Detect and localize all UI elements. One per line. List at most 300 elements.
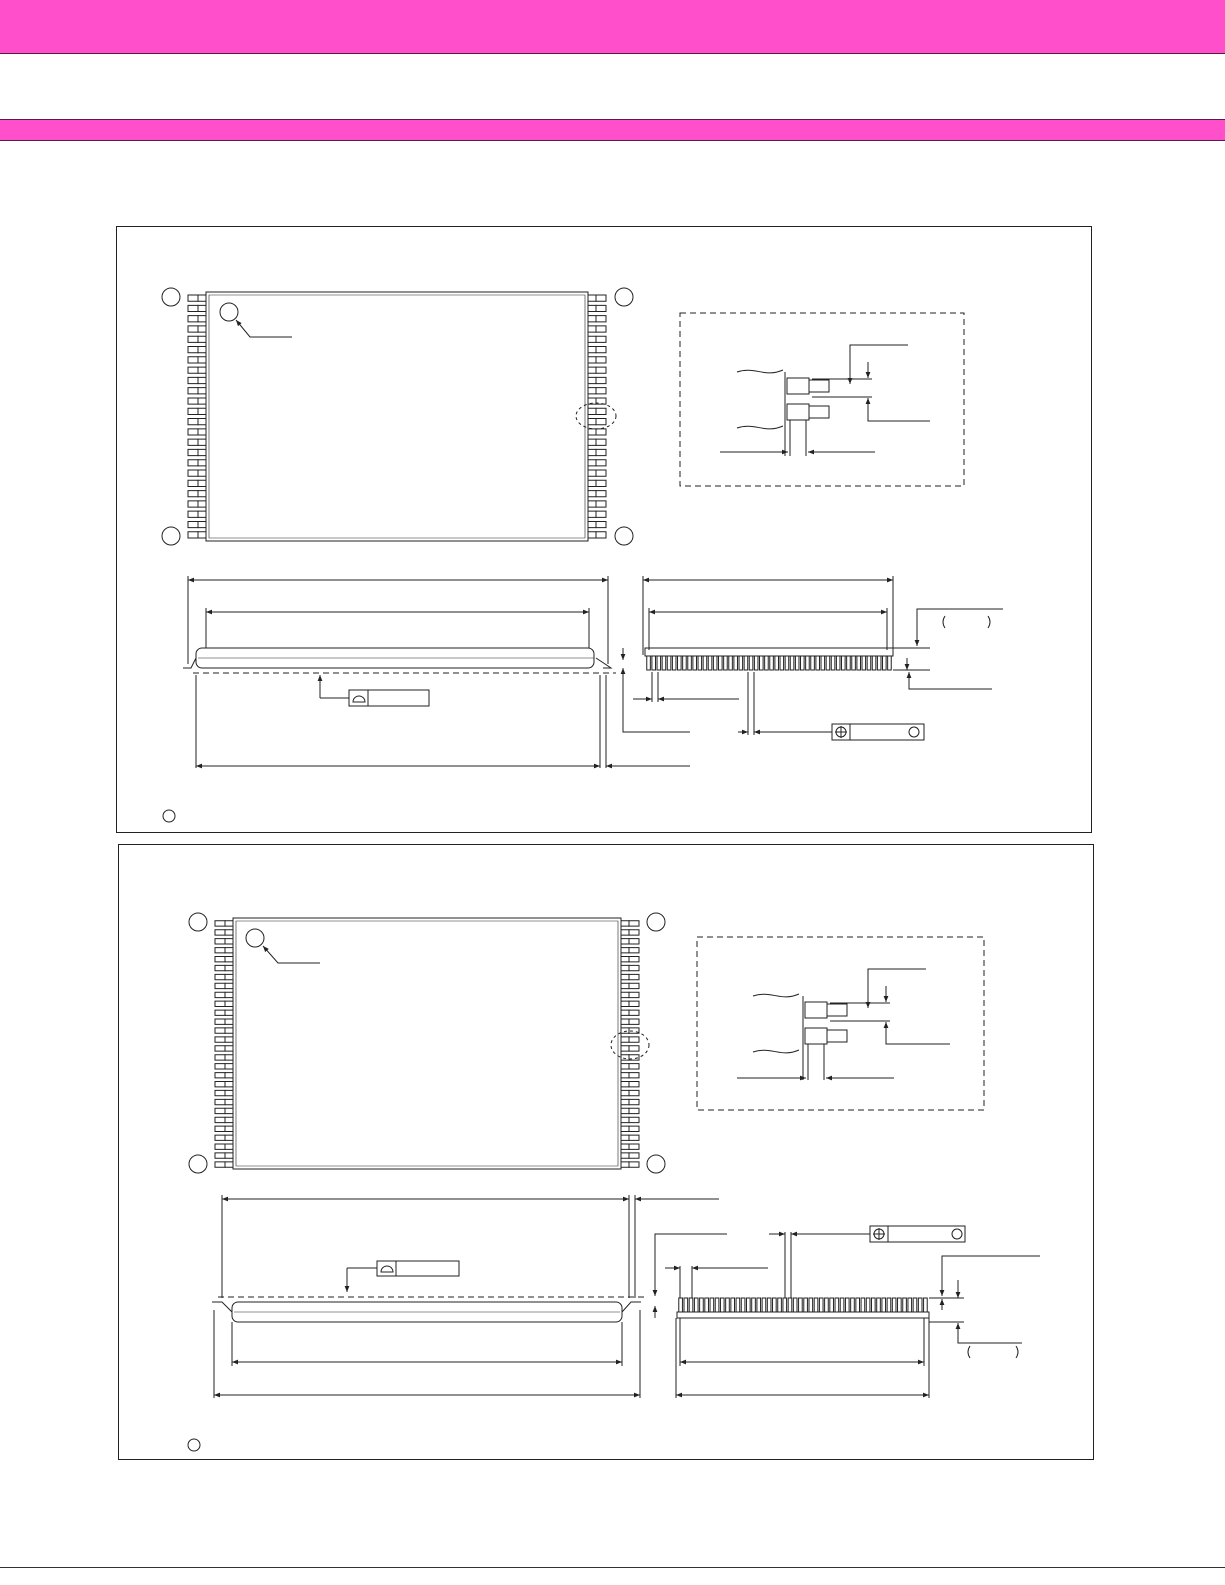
end-view-body-1 <box>645 648 893 656</box>
pin <box>596 429 606 435</box>
pin-shoulder <box>621 992 629 997</box>
pin <box>629 1162 639 1167</box>
pin <box>215 1046 225 1051</box>
flatness-frame-1 <box>349 690 429 706</box>
pin <box>215 1090 225 1095</box>
pin <box>188 501 198 507</box>
pin-shoulder <box>588 305 596 311</box>
drawing-2 <box>188 913 1040 1451</box>
pin <box>596 491 606 497</box>
pin-shoulder <box>621 1108 629 1113</box>
lead <box>852 656 856 670</box>
pin <box>629 1099 639 1104</box>
pin-shoulder <box>225 1055 233 1060</box>
pin <box>215 1108 225 1113</box>
lead <box>857 656 861 670</box>
pin <box>188 305 198 311</box>
pin <box>215 1117 225 1122</box>
pin <box>629 1073 639 1078</box>
pin-shoulder <box>225 1144 233 1149</box>
lead <box>814 1298 818 1312</box>
lead <box>652 656 656 670</box>
lead <box>845 1298 849 1312</box>
pin <box>596 470 606 476</box>
pin-shoulder <box>621 1064 629 1069</box>
pin <box>215 1073 225 1078</box>
pin <box>629 1153 639 1158</box>
pin <box>629 939 639 944</box>
lead <box>765 656 769 670</box>
corner-index-circle <box>189 1155 207 1173</box>
pin-shoulder <box>198 449 206 455</box>
lead <box>847 656 851 670</box>
lead <box>831 656 835 670</box>
lead <box>672 656 676 670</box>
flatness-symbol <box>381 1266 393 1272</box>
lead <box>908 1298 912 1312</box>
pin-shoulder <box>225 1082 233 1087</box>
lead-detail-box-2 <box>697 937 984 1110</box>
lead <box>804 1298 808 1312</box>
pin-shoulder <box>588 532 596 538</box>
pin-shoulder <box>225 921 233 926</box>
pin-shoulder <box>621 974 629 979</box>
lead <box>647 656 651 670</box>
pin-shoulder <box>621 1099 629 1104</box>
corner-index-circle <box>162 288 180 306</box>
lead <box>744 656 748 670</box>
lead <box>678 656 682 670</box>
lead <box>752 1298 756 1312</box>
lead <box>872 656 876 670</box>
lead <box>842 656 846 670</box>
flatness-symbol <box>353 696 365 702</box>
pin <box>596 377 606 383</box>
pin <box>596 511 606 517</box>
pin-shoulder <box>588 480 596 486</box>
lead <box>790 656 794 670</box>
lead <box>809 1298 813 1312</box>
pin-shoulder <box>588 501 596 507</box>
pin-shoulder <box>621 1073 629 1078</box>
pin-shoulder <box>588 511 596 517</box>
pin <box>629 1064 639 1069</box>
pin <box>629 957 639 962</box>
pin-shoulder <box>588 460 596 466</box>
pin-shoulder <box>225 1019 233 1024</box>
pin <box>215 948 225 953</box>
lead <box>840 1298 844 1312</box>
pin <box>188 449 198 455</box>
lead <box>882 1298 886 1312</box>
pin <box>596 357 606 363</box>
pin <box>629 1082 639 1087</box>
lead <box>826 656 830 670</box>
lead <box>657 656 661 670</box>
lead <box>736 1298 740 1312</box>
lead <box>783 1298 787 1312</box>
pin <box>629 1090 639 1095</box>
pin-shoulder <box>198 388 206 394</box>
pin <box>629 930 639 935</box>
pin <box>629 1019 639 1024</box>
lead <box>866 1298 870 1312</box>
pin-shoulder <box>621 1001 629 1006</box>
pin <box>188 398 198 404</box>
package-body-top-view-2 <box>233 918 621 1169</box>
pin-shoulder <box>225 965 233 970</box>
pin-shoulder <box>588 429 596 435</box>
pin-shoulder <box>225 1010 233 1015</box>
lead <box>861 1298 865 1312</box>
lead <box>770 656 774 670</box>
pin <box>596 326 606 332</box>
pin-shoulder <box>621 1055 629 1060</box>
drawing-1 <box>162 288 1003 822</box>
lead <box>816 656 820 670</box>
footer-rule <box>0 1567 1225 1568</box>
lead <box>775 656 779 670</box>
pin-shoulder <box>588 377 596 383</box>
pin-shoulder <box>588 491 596 497</box>
pin <box>215 1144 225 1149</box>
pin <box>629 1010 639 1015</box>
pin-shoulder <box>225 948 233 953</box>
pin <box>629 965 639 970</box>
pin <box>596 501 606 507</box>
pin-shoulder <box>621 921 629 926</box>
pin <box>596 532 606 538</box>
pin <box>629 1144 639 1149</box>
pin <box>215 983 225 988</box>
pin <box>215 930 225 935</box>
pin <box>215 1064 225 1069</box>
right-pin-row-1 <box>588 295 606 538</box>
pin-shoulder <box>198 347 206 353</box>
lead <box>705 1298 709 1312</box>
lead <box>819 1298 823 1312</box>
pin <box>188 388 198 394</box>
lead <box>713 656 717 670</box>
pin-shoulder <box>225 1037 233 1042</box>
lead <box>700 1298 704 1312</box>
pin <box>596 336 606 342</box>
lead <box>684 1298 688 1312</box>
pin-shoulder <box>198 480 206 486</box>
lead <box>703 656 707 670</box>
pin <box>629 1126 639 1131</box>
pin-shoulder <box>588 357 596 363</box>
pin-shoulder <box>621 930 629 935</box>
pin-1-index-mark <box>220 303 238 321</box>
end-view-leads-2 <box>679 1298 927 1312</box>
lead <box>924 1298 928 1312</box>
corner-index-circle <box>647 913 665 931</box>
flatness-frame-2 <box>377 1261 459 1276</box>
pin <box>215 1153 225 1158</box>
pin <box>215 1037 225 1042</box>
lead <box>698 656 702 670</box>
pin-shoulder <box>225 1117 233 1122</box>
lead <box>739 656 743 670</box>
lead <box>892 1298 896 1312</box>
pin-shoulder <box>588 470 596 476</box>
pin-shoulder <box>588 295 596 301</box>
pin-shoulder <box>621 1010 629 1015</box>
pin <box>629 974 639 979</box>
pin-shoulder <box>621 1028 629 1033</box>
lead <box>795 656 799 670</box>
pin-shoulder <box>198 367 206 373</box>
pin <box>596 347 606 353</box>
pin-shoulder <box>621 1135 629 1140</box>
pin <box>629 948 639 953</box>
corner-index-circle <box>615 288 633 306</box>
lead <box>719 656 723 670</box>
pin <box>188 439 198 445</box>
lead <box>877 656 881 670</box>
pin-shoulder <box>198 326 206 332</box>
pin <box>215 1162 225 1167</box>
lead <box>741 1298 745 1312</box>
pin <box>629 1046 639 1051</box>
lead <box>710 1298 714 1312</box>
left-pin-row-2 <box>215 921 233 1167</box>
pin <box>188 295 198 301</box>
lead <box>757 1298 761 1312</box>
pin <box>188 470 198 476</box>
pin <box>629 983 639 988</box>
pin <box>188 377 198 383</box>
pin <box>188 408 198 414</box>
pin-shoulder <box>225 1090 233 1095</box>
lead <box>799 1298 803 1312</box>
lead <box>708 656 712 670</box>
pin <box>188 326 198 332</box>
pin <box>596 367 606 373</box>
pin-shoulder <box>588 521 596 527</box>
pin <box>215 1001 225 1006</box>
left-pin-row-1 <box>188 295 206 538</box>
pin-1-index-mark <box>246 929 264 947</box>
lead <box>877 1298 881 1312</box>
pin-shoulder <box>588 439 596 445</box>
pin-shoulder <box>198 532 206 538</box>
pin <box>215 1082 225 1087</box>
end-view-leads-1 <box>647 656 891 670</box>
pin <box>596 480 606 486</box>
pin-shoulder <box>225 1126 233 1131</box>
pin-shoulder <box>198 439 206 445</box>
lead <box>785 656 789 670</box>
note-circle <box>163 810 175 822</box>
pin-shoulder <box>198 470 206 476</box>
pin <box>596 388 606 394</box>
pin-shoulder <box>621 1126 629 1131</box>
pin <box>215 974 225 979</box>
lead <box>760 656 764 670</box>
pin-shoulder <box>621 957 629 962</box>
pin <box>215 1010 225 1015</box>
pin <box>629 1117 639 1122</box>
pin <box>215 939 225 944</box>
lead <box>862 656 866 670</box>
pin <box>215 1135 225 1140</box>
lead <box>689 1298 693 1312</box>
pin <box>596 460 606 466</box>
lead <box>694 1298 698 1312</box>
lead <box>683 656 687 670</box>
pin <box>596 521 606 527</box>
pin <box>629 1001 639 1006</box>
lead <box>720 1298 724 1312</box>
pin <box>188 429 198 435</box>
pin <box>629 1037 639 1042</box>
pin-shoulder <box>198 295 206 301</box>
lead <box>662 656 666 670</box>
lead <box>883 656 887 670</box>
pin-shoulder <box>588 336 596 342</box>
lead <box>688 656 692 670</box>
pin <box>188 419 198 425</box>
pin <box>596 316 606 322</box>
pin-shoulder <box>588 419 596 425</box>
lead <box>749 656 753 670</box>
lead <box>806 656 810 670</box>
pin <box>188 357 198 363</box>
pin-shoulder <box>198 521 206 527</box>
pin <box>596 305 606 311</box>
pin <box>188 511 198 517</box>
lead <box>887 1298 891 1312</box>
note-circle <box>188 1439 200 1451</box>
lead <box>856 1298 860 1312</box>
pin-shoulder <box>225 1153 233 1158</box>
pin <box>215 1019 225 1024</box>
lead <box>793 1298 797 1312</box>
lead <box>913 1298 917 1312</box>
lead <box>811 656 815 670</box>
pin <box>596 439 606 445</box>
right-pin-row-2 <box>621 921 639 1167</box>
pin <box>596 408 606 414</box>
pin-shoulder <box>198 419 206 425</box>
lead <box>767 1298 771 1312</box>
lead <box>898 1298 902 1312</box>
lead <box>836 656 840 670</box>
pin-shoulder <box>225 1099 233 1104</box>
lead <box>762 1298 766 1312</box>
pin-shoulder <box>621 1090 629 1095</box>
pin-shoulder <box>621 939 629 944</box>
pin <box>188 480 198 486</box>
lead <box>754 656 758 670</box>
pin-shoulder <box>225 1028 233 1033</box>
pin-shoulder <box>198 377 206 383</box>
pin <box>188 347 198 353</box>
lead <box>830 1298 834 1312</box>
pin-shoulder <box>198 336 206 342</box>
pin-shoulder <box>588 347 596 353</box>
pin-shoulder <box>198 398 206 404</box>
pin <box>596 449 606 455</box>
pin-shoulder <box>225 1108 233 1113</box>
lead <box>903 1298 907 1312</box>
lead <box>778 1298 782 1312</box>
lead <box>835 1298 839 1312</box>
pin <box>188 336 198 342</box>
pin-shoulder <box>198 511 206 517</box>
lead <box>867 656 871 670</box>
pin-shoulder <box>621 948 629 953</box>
lead <box>851 1298 855 1312</box>
pin <box>596 419 606 425</box>
package-body-top-view-1 <box>206 292 588 541</box>
pin <box>215 921 225 926</box>
pin <box>629 1108 639 1113</box>
pin <box>629 921 639 926</box>
pin <box>215 1028 225 1033</box>
lead <box>888 656 892 670</box>
pin <box>188 491 198 497</box>
pin <box>188 316 198 322</box>
pin <box>596 295 606 301</box>
corner-index-circle <box>162 527 180 545</box>
lead <box>918 1298 922 1312</box>
lead <box>746 1298 750 1312</box>
pin <box>215 992 225 997</box>
lead <box>871 1298 875 1312</box>
pin <box>629 1135 639 1140</box>
pin-shoulder <box>588 367 596 373</box>
pin-shoulder <box>225 992 233 997</box>
pin-shoulder <box>225 1162 233 1167</box>
pin-shoulder <box>198 460 206 466</box>
lead <box>724 656 728 670</box>
lead <box>825 1298 829 1312</box>
lead <box>679 1298 683 1312</box>
pin-shoulder <box>198 501 206 507</box>
pin <box>215 1099 225 1104</box>
corner-index-circle <box>189 913 207 931</box>
lead <box>729 656 733 670</box>
pin-shoulder <box>588 326 596 332</box>
lead <box>693 656 697 670</box>
pin-shoulder <box>198 408 206 414</box>
pin-shoulder <box>621 983 629 988</box>
pin-shoulder <box>198 316 206 322</box>
corner-index-circle <box>615 527 633 545</box>
lead-detail-box-1 <box>680 313 964 486</box>
pin <box>188 532 198 538</box>
lead <box>788 1298 792 1312</box>
pin <box>215 965 225 970</box>
lead <box>734 656 738 670</box>
pin <box>188 367 198 373</box>
lead <box>773 1298 777 1312</box>
pin-shoulder <box>225 957 233 962</box>
lead <box>780 656 784 670</box>
pin <box>188 521 198 527</box>
pin-shoulder <box>621 1046 629 1051</box>
pin-shoulder <box>621 1082 629 1087</box>
lead <box>801 656 805 670</box>
pin-shoulder <box>225 983 233 988</box>
pin <box>215 1055 225 1060</box>
pin-shoulder <box>621 1153 629 1158</box>
pin-shoulder <box>225 930 233 935</box>
pin-shoulder <box>588 316 596 322</box>
